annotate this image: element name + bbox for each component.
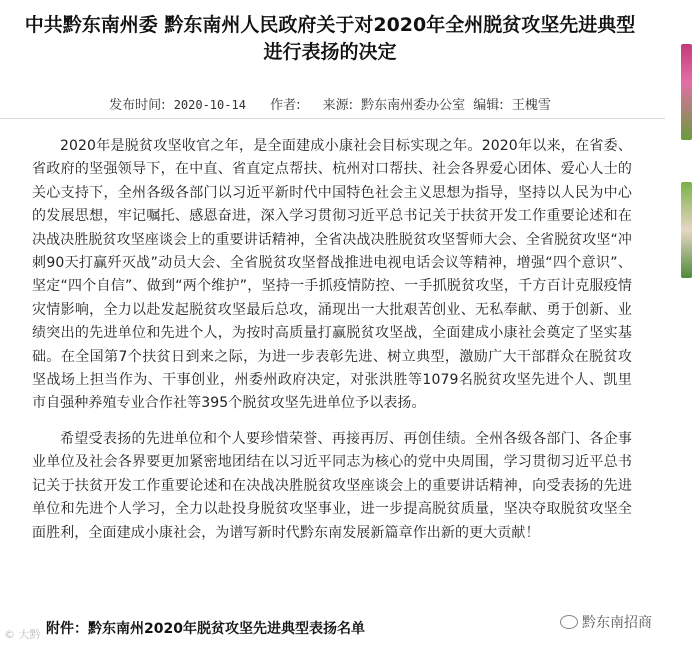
author-label: 作者: (270, 98, 301, 113)
article-title-line2: 进行表扬的决定 (263, 41, 397, 63)
date-label: 发布时间: (109, 98, 166, 113)
article-meta (0, 94, 660, 113)
watermark-left: © 大黔 (4, 628, 41, 641)
source-label: 来源: (322, 98, 353, 113)
watermark (560, 612, 652, 632)
watermark-brand: 黔东南招商 (582, 615, 652, 631)
paragraph-1: 2020年是脱贫攻坚收官之年，是全面建成小康社会目标实现之年。2020年以来，在省委、省政府的坚强领导下，在中直、省直定点帮扶、杭州对口帮扶、社会各界爱心团体、爱心人士的关心支持下，全州各级各部门以习近平新时代中国特色社会主义思想为指导，坚持以人民为中心的发展思想，牢记嘱托、感恩奋进，深入学习贯彻习近平总书记关于扶贫开发工作重要论述和在决战决胜脱贫攻坚座谈会上的重要讲话精神，全省决战决胜脱贫攻坚誓师大会、全省脱贫攻坚“冲刺90天打赢歼灭战”动员大会、全省脱贫攻坚督战推进电视电话会议等精神，增强“四个意识”、坚定“四个自信”、做到“两个维护”，坚持一手抓疫情防控、一手抓脱贫攻坚，千方百计克服疫情灾情影响，全力以赴发起脱贫攻坚最后总攻，涌现出一大批艰苦创业、无私奉献、勇于创新、业绩突出的先进单位和先进个人，为按时高质量打赢脱贫攻坚战，全面建成小康社会奠定了坚实基础。在全国第7个扶贫日到来之际，为进一步表彰先进、树立典型，激励广大干部群众在脱贫攻坚战场上担当作为、干事创业，州委州政府决定，对张洪胜等1079名脱贫攻坚先进个人、凯里市自强种养殖专业合作社等395个脱贫攻坚先进单位予以表扬。 (32, 138, 632, 412)
editor-label: 编辑: (473, 98, 504, 113)
article-title-line1: 中共黔东南州委 黔东南州人民政府关于对2020年全州脱贫攻坚先进典型 (24, 14, 636, 36)
editor-value: 王槐雪 (511, 98, 551, 113)
paragraph-2: 希望受表扬的先进单位和个人要珍惜荣誉、再接再厉、再创佳绩。全州各级各部门、各企事业单位及社会各界要更加紧密地团结在以习近平同志为核心的党中央周围，学习贯彻习近平总书记关于扶贫开发工作重要论述和在决战决胜脱贫攻坚座谈会上的重要讲话精神，向受表扬的先进单位和先进个人学习，全力以赴投身脱贫攻坚事业，进一步提高脱贫质量，坚决夺取脱贫攻坚全面胜利，全面建成小康社会，为谱写新时代黔东南发展新篇章作出新的更大贡献！ (32, 430, 632, 541)
article-body (32, 135, 632, 557)
publish-date: 2020-10-14 (173, 98, 246, 112)
wechat-icon (560, 615, 578, 629)
source-value: 黔东南州委办公室 (361, 98, 466, 113)
attachment-link[interactable]: 附件：黔东南州2020年脱贫攻坚先进典型表扬名单 (46, 621, 365, 637)
meta-divider (0, 118, 665, 119)
side-thumbnail-1[interactable] (681, 44, 692, 140)
article-title (0, 12, 660, 66)
side-thumbnail-2[interactable] (681, 182, 692, 278)
